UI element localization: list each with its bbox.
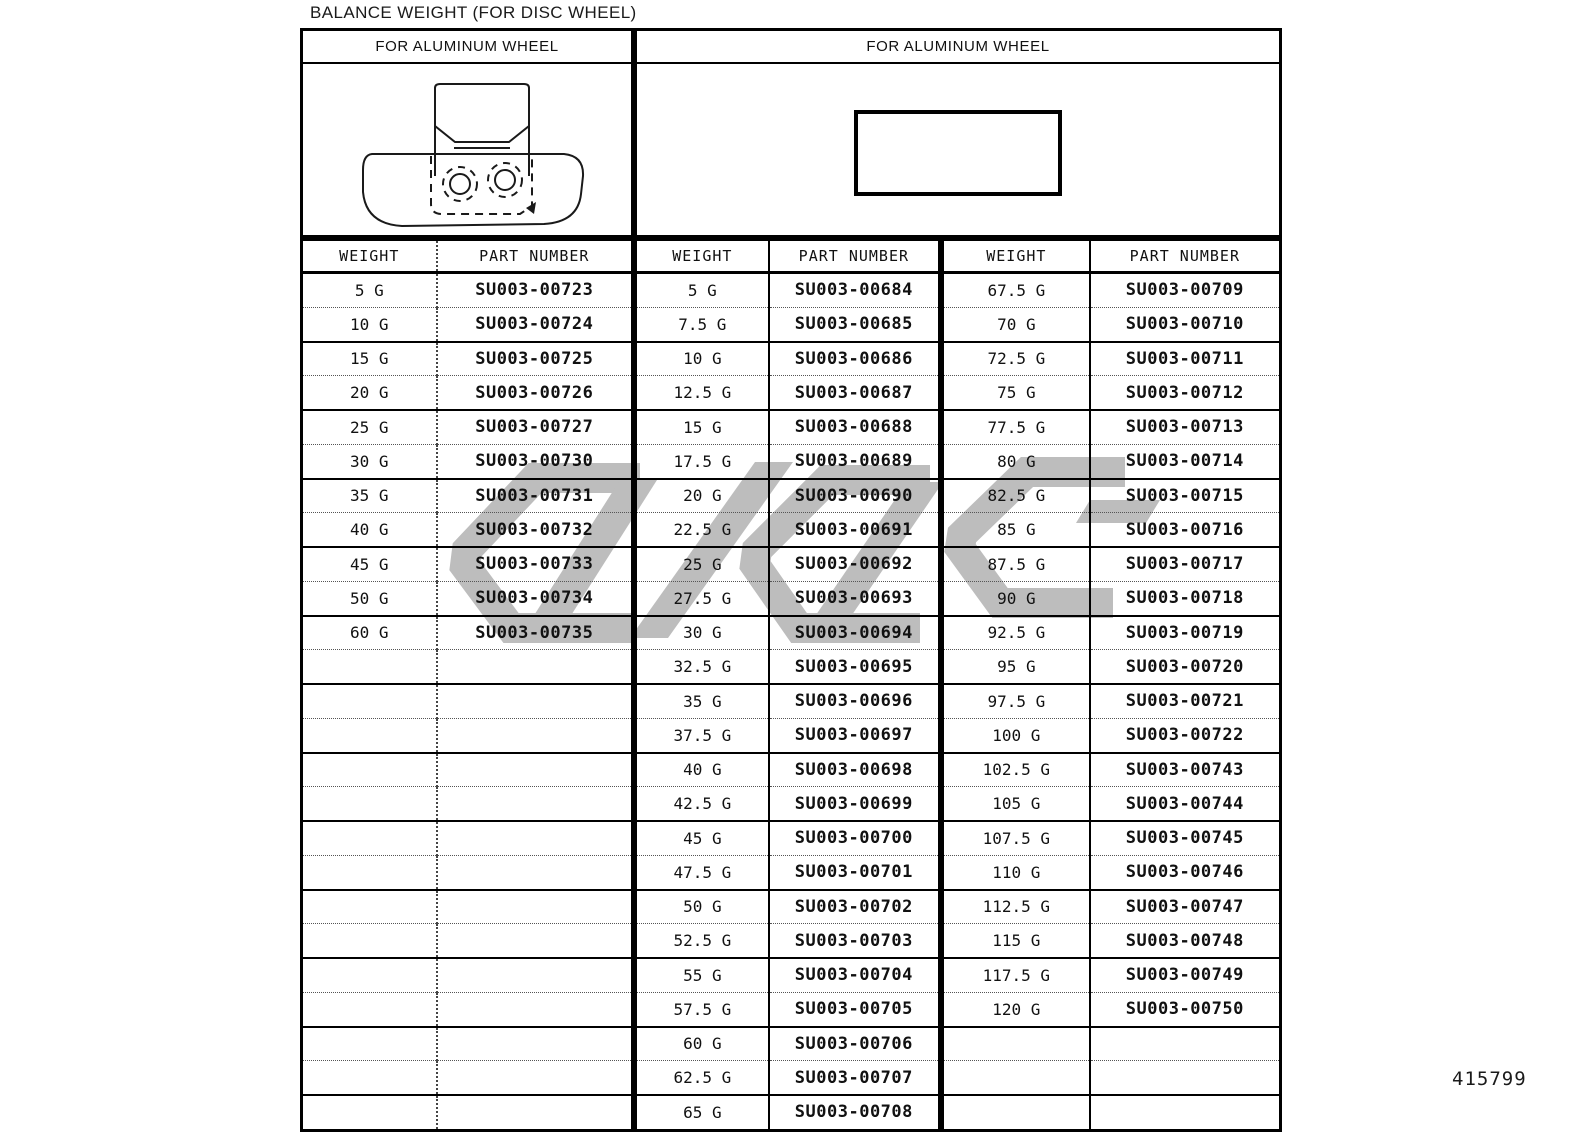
part-number-cell (1090, 1027, 1281, 1061)
part-number-cell: SU003-00691 (769, 513, 940, 547)
stick-weight-table-2 (941, 238, 1282, 1132)
stick-weight-section-header: FOR ALUMINUM WHEEL (637, 31, 1279, 64)
part-number-cell: SU003-00712 (1090, 376, 1281, 410)
weight-cell: 47.5 G (636, 855, 769, 889)
part-number-cell: SU003-00710 (1090, 307, 1281, 341)
table-row (302, 890, 633, 924)
table-row (302, 1061, 633, 1095)
stick-weight-drawing (854, 110, 1062, 196)
weight-cell (302, 924, 437, 958)
part-number-cell (437, 958, 633, 992)
part-number-cell: SU003-00705 (769, 992, 940, 1026)
weight-cell: 60 G (636, 1027, 769, 1061)
part-number-cell: SU003-00731 (437, 479, 633, 513)
part-number-cell: SU003-00719 (1090, 616, 1281, 650)
weight-cell: 70 G (943, 307, 1090, 341)
table-row (636, 342, 940, 376)
table-row (943, 924, 1281, 958)
part-number-cell: SU003-00750 (1090, 992, 1281, 1026)
weight-cell: 37.5 G (636, 718, 769, 752)
part-number-cell: SU003-00686 (769, 342, 940, 376)
weight-cell (302, 958, 437, 992)
part-number-cell: SU003-00702 (769, 890, 940, 924)
part-number-column-header: PART NUMBER (1090, 240, 1281, 273)
part-number-cell: SU003-00690 (769, 479, 940, 513)
part-number-cell (437, 1095, 633, 1130)
weight-cell: 5 G (636, 273, 769, 308)
weight-cell: 107.5 G (943, 821, 1090, 855)
table-row (943, 890, 1281, 924)
weight-cell: 15 G (636, 410, 769, 444)
part-number-cell (437, 992, 633, 1026)
weight-cell (302, 992, 437, 1026)
page-title: BALANCE WEIGHT (FOR DISC WHEEL) (310, 3, 637, 22)
part-number-cell: SU003-00721 (1090, 684, 1281, 718)
clip-weight-table (300, 238, 634, 1132)
part-number-cell: SU003-00697 (769, 718, 940, 752)
weight-cell: 32.5 G (636, 650, 769, 684)
weight-cell: 27.5 G (636, 581, 769, 615)
table-header-row (943, 240, 1281, 273)
weight-column-header: WEIGHT (302, 240, 437, 273)
weight-cell: 42.5 G (636, 787, 769, 821)
table-row (636, 650, 940, 684)
part-number-cell: SU003-00746 (1090, 855, 1281, 889)
table-row (302, 684, 633, 718)
weight-cell: 75 G (943, 376, 1090, 410)
part-number-cell: SU003-00743 (1090, 753, 1281, 787)
weight-cell (302, 718, 437, 752)
weight-cell: 10 G (636, 342, 769, 376)
weight-cell: 20 G (302, 376, 437, 410)
table-row (302, 821, 633, 855)
part-number-cell: SU003-00744 (1090, 787, 1281, 821)
table-row (943, 444, 1281, 478)
clip-weight-drawing (342, 80, 592, 232)
table-row (302, 273, 633, 308)
part-number-cell: SU003-00689 (769, 444, 940, 478)
weight-cell: 100 G (943, 718, 1090, 752)
weight-cell: 62.5 G (636, 1061, 769, 1095)
weight-cell: 95 G (943, 650, 1090, 684)
weight-column-header: WEIGHT (636, 240, 769, 273)
table-row (636, 924, 940, 958)
table-row (636, 821, 940, 855)
table-row (302, 513, 633, 547)
part-number-cell: SU003-00701 (769, 855, 940, 889)
weight-cell: 22.5 G (636, 513, 769, 547)
table-row (943, 1061, 1281, 1095)
table-row (636, 890, 940, 924)
table-row (636, 410, 940, 444)
weight-cell: 77.5 G (943, 410, 1090, 444)
table-row (943, 821, 1281, 855)
part-number-cell: SU003-00722 (1090, 718, 1281, 752)
table-row (636, 616, 940, 650)
part-number-cell: SU003-00693 (769, 581, 940, 615)
weight-cell: 30 G (302, 444, 437, 478)
table-row (302, 342, 633, 376)
weight-cell: 110 G (943, 855, 1090, 889)
weight-cell (302, 787, 437, 821)
weight-cell: 40 G (302, 513, 437, 547)
table-row (302, 924, 633, 958)
weight-cell: 35 G (302, 479, 437, 513)
table-row (943, 307, 1281, 341)
part-number-cell: SU003-00695 (769, 650, 940, 684)
part-number-cell: SU003-00707 (769, 1061, 940, 1095)
table-row (943, 342, 1281, 376)
table-row (943, 479, 1281, 513)
part-number-cell: SU003-00749 (1090, 958, 1281, 992)
weight-cell: 82.5 G (943, 479, 1090, 513)
weight-cell (943, 1061, 1090, 1095)
part-number-cell: SU003-00698 (769, 753, 940, 787)
part-number-cell (437, 1027, 633, 1061)
table-row (943, 650, 1281, 684)
table-row (943, 273, 1281, 308)
table-row (943, 581, 1281, 615)
table-row (636, 753, 940, 787)
part-number-cell: SU003-00685 (769, 307, 940, 341)
weight-cell: 80 G (943, 444, 1090, 478)
table-row (636, 547, 940, 581)
part-number-cell (1090, 1061, 1281, 1095)
part-number-cell: SU003-00730 (437, 444, 633, 478)
part-number-cell: SU003-00692 (769, 547, 940, 581)
weight-cell (302, 650, 437, 684)
part-number-cell: SU003-00694 (769, 616, 940, 650)
weight-cell: 20 G (636, 479, 769, 513)
table-row (302, 650, 633, 684)
weight-cell (302, 855, 437, 889)
part-number-cell: SU003-00704 (769, 958, 940, 992)
table-row (943, 376, 1281, 410)
weight-cell (302, 753, 437, 787)
weight-cell (943, 1027, 1090, 1061)
table-header-row (636, 240, 940, 273)
table-row (302, 787, 633, 821)
part-number-cell: SU003-00720 (1090, 650, 1281, 684)
table-row (302, 855, 633, 889)
weight-column-header: WEIGHT (943, 240, 1090, 273)
table-row (302, 479, 633, 513)
part-number-cell (437, 650, 633, 684)
weight-cell: 112.5 G (943, 890, 1090, 924)
part-number-cell: SU003-00699 (769, 787, 940, 821)
part-number-cell: SU003-00703 (769, 924, 940, 958)
table-row (636, 479, 940, 513)
table-row (943, 410, 1281, 444)
weight-cell: 105 G (943, 787, 1090, 821)
part-number-cell: SU003-00732 (437, 513, 633, 547)
weight-cell: 65 G (683, 1102, 722, 1122)
weight-cell: 15 G (302, 342, 437, 376)
table-row (943, 992, 1281, 1026)
part-number-cell: SU003-00687 (769, 376, 940, 410)
weight-cell: 25 G (636, 547, 769, 581)
part-number-cell: SU003-00717 (1090, 547, 1281, 581)
table-row (302, 1095, 633, 1130)
weight-cell: 120 G (943, 992, 1090, 1026)
table-row (943, 684, 1281, 718)
doc-number: 415799 (1452, 1068, 1527, 1090)
part-number-cell (437, 684, 633, 718)
part-number-cell: SU003-00726 (437, 376, 633, 410)
weight-cell: 7.5 G (636, 307, 769, 341)
weight-cell: 30 G (636, 616, 769, 650)
table-row (302, 547, 633, 581)
table-row (943, 547, 1281, 581)
part-number-cell: SU003-00725 (437, 342, 633, 376)
weight-cell: 87.5 G (943, 547, 1090, 581)
part-number-cell: SU003-00723 (437, 273, 633, 308)
weight-cell (302, 890, 437, 924)
part-number-cell: SU003-00708 (769, 1095, 940, 1130)
part-number-cell: SU003-00735 (437, 616, 633, 650)
part-number-cell (437, 924, 633, 958)
weight-cell: 50 G (636, 890, 769, 924)
table-row (636, 992, 940, 1026)
part-number-column-header: PART NUMBER (437, 240, 633, 273)
weight-cell (302, 1095, 437, 1130)
table-header-row (302, 240, 633, 273)
table-row (302, 410, 633, 444)
table-row (636, 1027, 940, 1061)
table-row (943, 787, 1281, 821)
weight-cell: 5 G (302, 273, 437, 308)
part-number-cell (1090, 1095, 1281, 1130)
part-number-cell: SU003-00733 (437, 547, 633, 581)
part-number-cell: SU003-00724 (437, 307, 633, 341)
part-number-cell: SU003-00711 (1090, 342, 1281, 376)
table-row (636, 513, 940, 547)
table-row (943, 1027, 1281, 1061)
part-number-cell: SU003-00748 (1090, 924, 1281, 958)
weight-cell: 90 G (943, 581, 1090, 615)
part-number-cell: SU003-00714 (1090, 444, 1281, 478)
table-row (302, 718, 633, 752)
table-row (943, 718, 1281, 752)
weight-cell: 102.5 G (943, 753, 1090, 787)
table-row (943, 616, 1281, 650)
table-row (302, 992, 633, 1026)
table-row (636, 376, 940, 410)
part-number-cell: SU003-00747 (1090, 890, 1281, 924)
weight-cell: 60 G (302, 616, 437, 650)
weight-cell: 97.5 G (943, 684, 1090, 718)
weight-cell: 45 G (302, 547, 437, 581)
stick-weight-section-body (637, 64, 1279, 235)
table-row (636, 684, 940, 718)
weight-cell: 117.5 G (943, 958, 1090, 992)
part-number-cell (437, 718, 633, 752)
clip-weight-section (300, 28, 634, 238)
part-number-cell (437, 821, 633, 855)
weight-cell (302, 821, 437, 855)
table-row (636, 1061, 940, 1095)
part-number-cell (437, 855, 633, 889)
table-row (943, 513, 1281, 547)
weight-cell (302, 1027, 437, 1061)
part-number-cell: SU003-00718 (1090, 581, 1281, 615)
clip-weight-section-body (303, 64, 631, 235)
table-row (636, 958, 940, 992)
weight-cell: 57.5 G (636, 992, 769, 1026)
table-row (943, 1095, 1281, 1130)
table-row (636, 718, 940, 752)
part-number-cell: SU003-00706 (769, 1027, 940, 1061)
weight-cell: 17.5 G (636, 444, 769, 478)
table-row (636, 581, 940, 615)
weight-cell (302, 684, 437, 718)
clip-weight-section-header: FOR ALUMINUM WHEEL (303, 31, 631, 64)
part-number-column-header: PART NUMBER (769, 240, 940, 273)
table-row (302, 1027, 633, 1061)
table-row (302, 376, 633, 410)
part-number-cell: SU003-00684 (769, 273, 940, 308)
part-number-cell: SU003-00696 (769, 684, 940, 718)
table-row (636, 307, 940, 341)
weight-cell: 52.5 G (636, 924, 769, 958)
part-number-cell: SU003-00745 (1090, 821, 1281, 855)
part-number-cell: SU003-00688 (769, 410, 940, 444)
part-number-cell: SU003-00727 (437, 410, 633, 444)
weight-cell: 40 G (636, 753, 769, 787)
table-row (302, 753, 633, 787)
weight-cell: 10 G (302, 307, 437, 341)
weight-cell: 25 G (302, 410, 437, 444)
weight-cell: 67.5 G (943, 273, 1090, 308)
table-row (302, 616, 633, 650)
table-row (636, 855, 940, 889)
table-row (636, 787, 940, 821)
table-row (636, 1095, 940, 1130)
part-number-cell: SU003-00713 (1090, 410, 1281, 444)
weight-cell (943, 1095, 1090, 1130)
part-number-cell: SU003-00709 (1090, 273, 1281, 308)
part-number-cell: SU003-00715 (1090, 479, 1281, 513)
part-tables (300, 238, 1282, 1132)
table-row (943, 855, 1281, 889)
weight-cell (302, 1061, 437, 1095)
illustration-row (300, 28, 1282, 238)
table-row (943, 958, 1281, 992)
table-row (302, 958, 633, 992)
weight-cell: 115 G (943, 924, 1090, 958)
part-number-cell: SU003-00716 (1090, 513, 1281, 547)
table-row (636, 273, 940, 308)
weight-cell: 85 G (943, 513, 1090, 547)
part-number-cell (437, 890, 633, 924)
table-row (636, 444, 940, 478)
part-number-cell (437, 753, 633, 787)
table-row (302, 581, 633, 615)
table-row (302, 444, 633, 478)
weight-cell: 55 G (636, 958, 769, 992)
table-row (943, 753, 1281, 787)
weight-cell: 50 G (302, 581, 437, 615)
table-row (302, 307, 633, 341)
weight-cell: 35 G (636, 684, 769, 718)
part-number-cell: SU003-00700 (769, 821, 940, 855)
stick-weight-table-1 (634, 238, 941, 1132)
stick-weight-section (634, 28, 1282, 238)
weight-cell: 72.5 G (943, 342, 1090, 376)
weight-cell: 45 G (636, 821, 769, 855)
catalog-grid (300, 28, 1282, 1132)
weight-cell: 12.5 G (636, 376, 769, 410)
part-number-cell (437, 1061, 633, 1095)
weight-cell: 92.5 G (943, 616, 1090, 650)
part-number-cell (437, 787, 633, 821)
part-number-cell: SU003-00734 (437, 581, 633, 615)
